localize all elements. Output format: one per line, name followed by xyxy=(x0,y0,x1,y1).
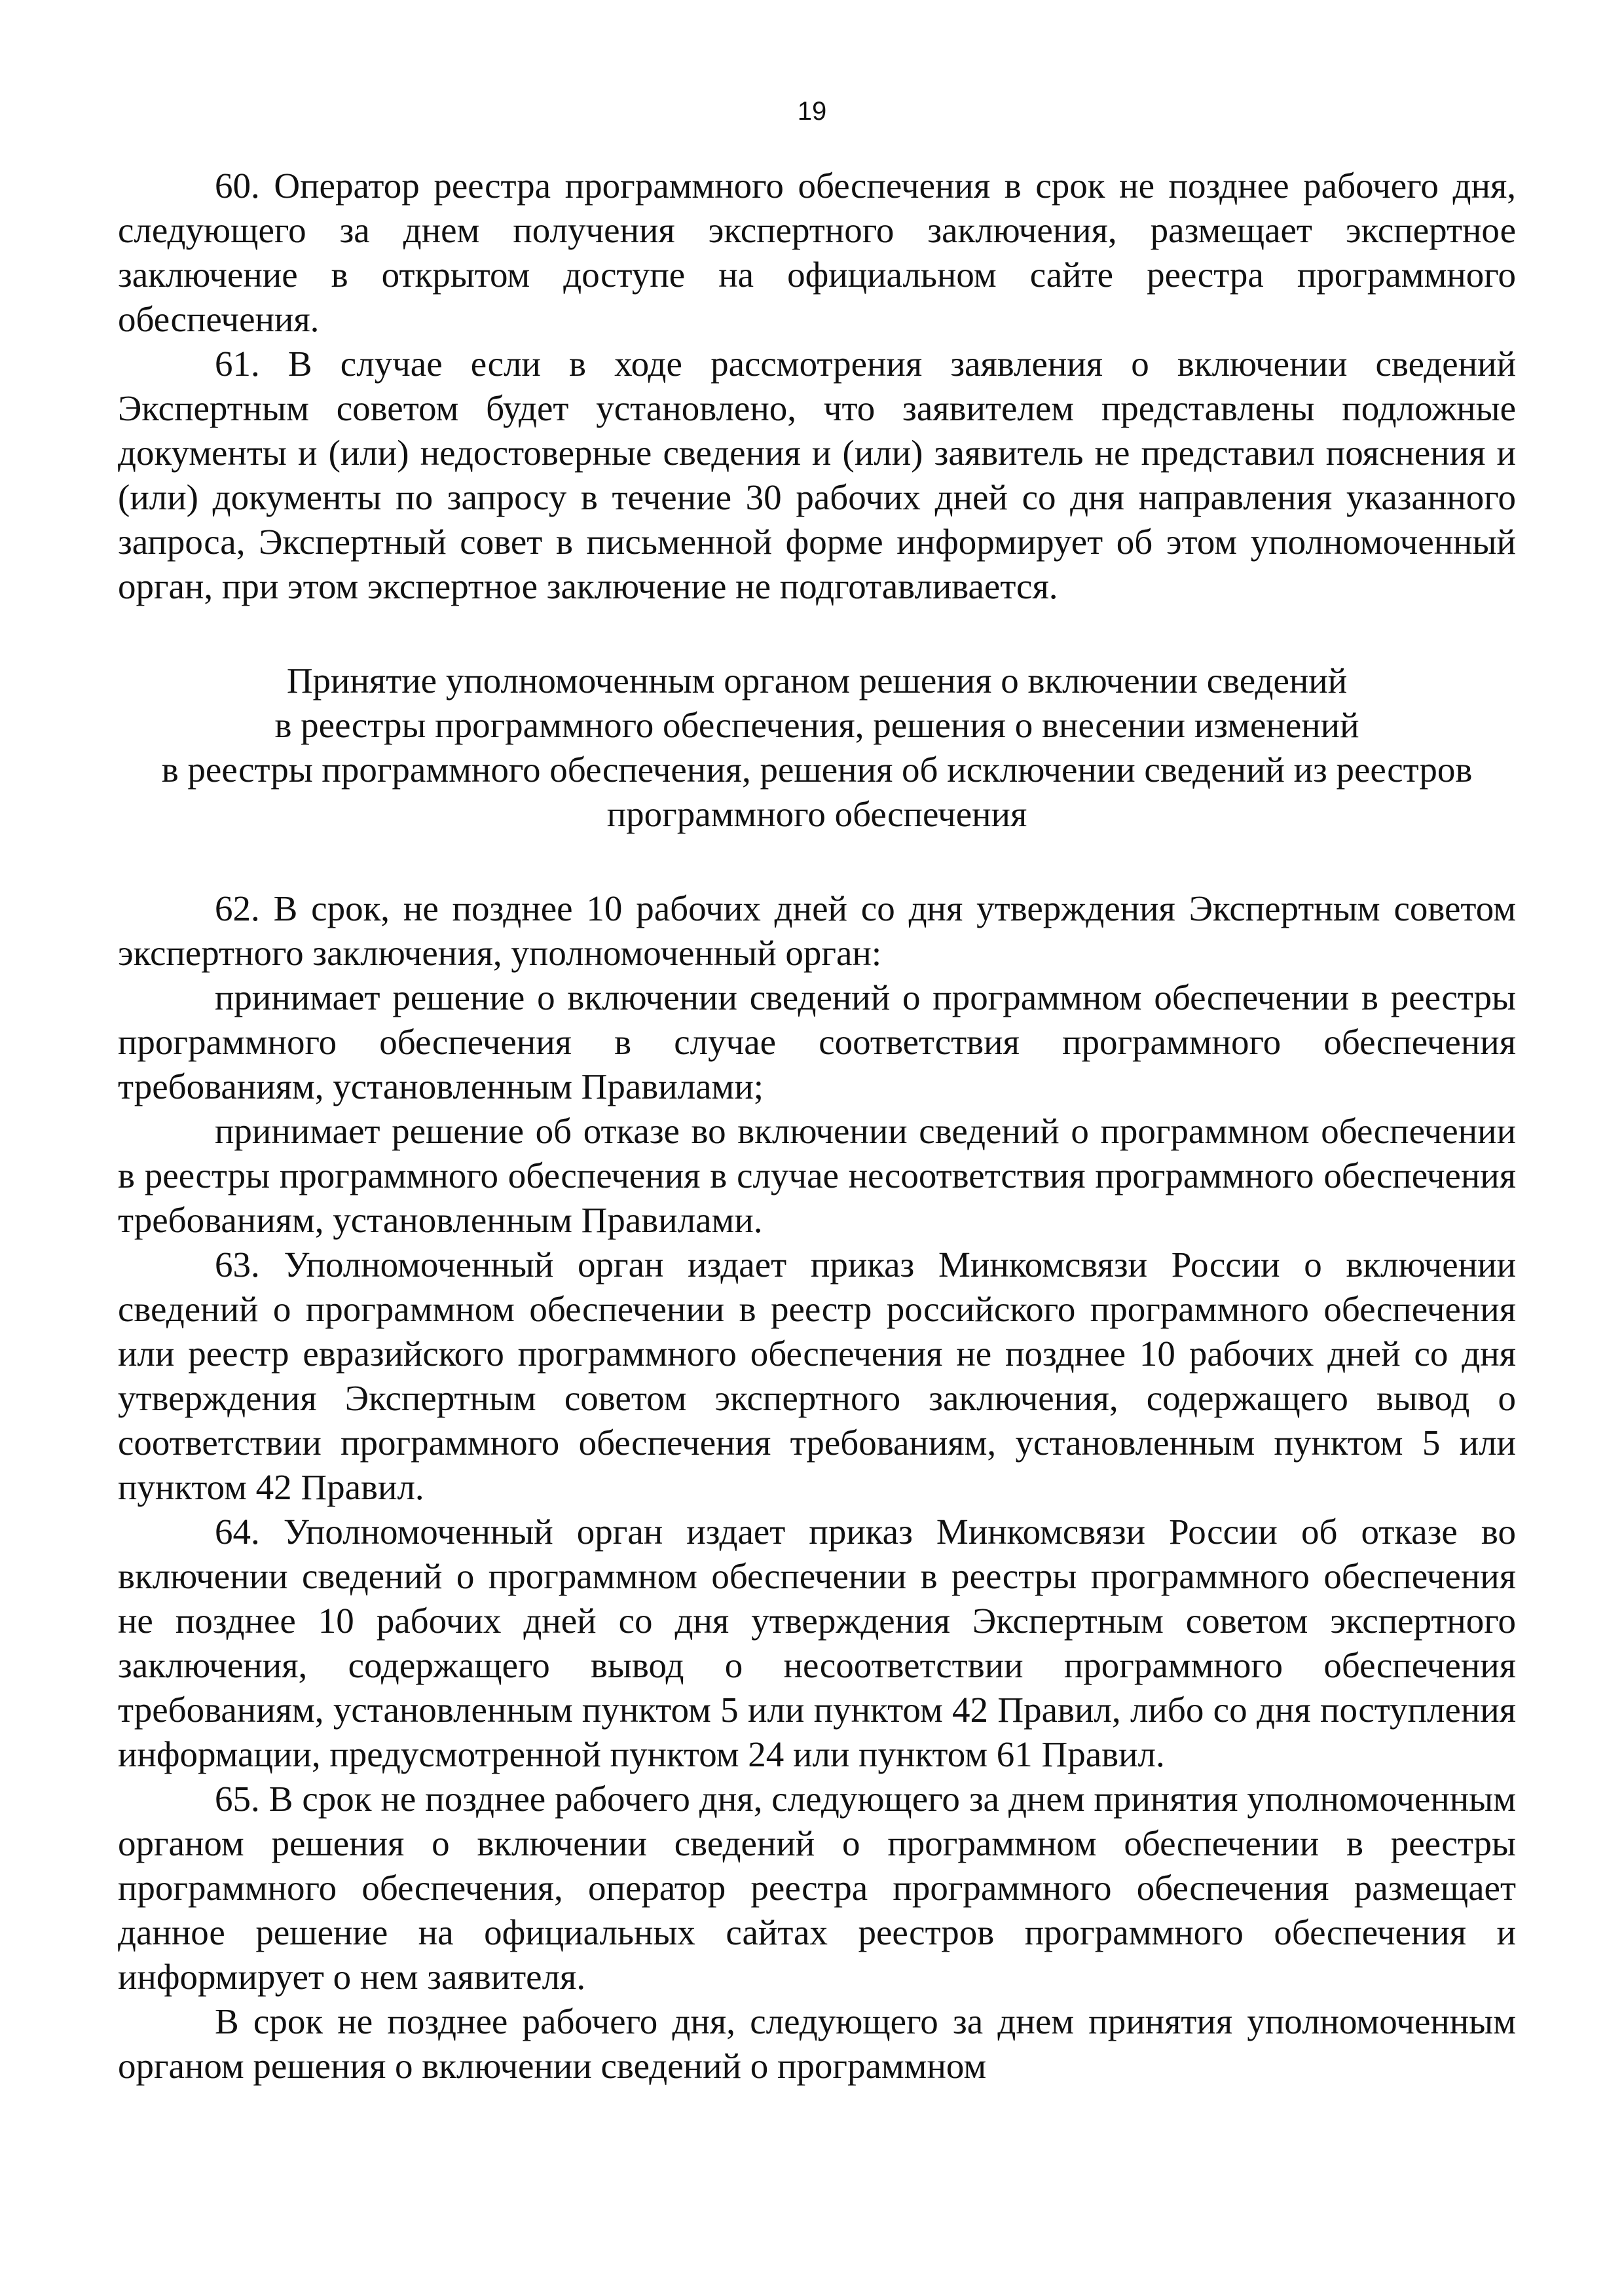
paragraph-62-item-1: принимает решение о включении сведений о программном обеспечении в реестры программного обеспечения в случае соответствия программного обеспечения требованиям, установленным Правилами; xyxy=(118,977,1516,1106)
paragraph-64: 64. Уполномоченный орган издает приказ Минкомсвязи России об отказе во включении сведений о программном обеспечении в реестры программного обеспечения не позднее 10 рабочих дней со дня утверждения Экспертным советом экспертного заключения, содержащего вывод о несоответствии программного обеспечения требованиям, установленным пунктом 5 или пунктом 42 Правил, либо со дня поступления информации, предусмотренной пунктом 24 или пунктом 61 Правил. xyxy=(118,1512,1516,1774)
paragraph-61: 61. В случае если в ходе рассмотрения заявления о включении сведений Экспертным советом будет установлено, что заявителем представлены подложные документы и (или) недостоверные сведения и (или) заявитель не представил пояснения и (или) документы по запросу в течение 30 рабочих дней со дня направления указанного запроса, Экспертный совет в письменной форме информирует об этом уполномоченный орган, при этом экспертное заключение не подготавливается. xyxy=(118,344,1516,606)
document-body xyxy=(118,164,1516,2088)
paragraph-62: 62. В срок, не позднее 10 рабочих дней со дня утверждения Экспертным советом экспертного заключения, уполномоченный орган: xyxy=(118,888,1516,973)
section-heading-line: в реестры программного обеспечения, решения об исключении сведений из реестров xyxy=(161,750,1473,790)
paragraph-63: 63. Уполномоченный орган издает приказ Минкомсвязи России о включении сведений о программном обеспечении в реестр российского программного обеспечения или реестр евразийского программного обеспечения не позднее 10 рабочих дней со дня утверждения Экспертным советом экспертного заключения, содержащего вывод о соответствии программного обеспечения требованиям, установленным пунктом 5 или пунктом 42 Правил. xyxy=(118,1245,1516,1507)
section-heading-line: Принятие уполномоченным органом решения о включении сведений xyxy=(286,661,1348,701)
paragraph-65: 65. В срок не позднее рабочего дня, следующего за днем принятия уполномоченным органом решения о включении сведений о программном обеспечении в реестры программного обеспечения, оператор реестра программного обеспечения размещает данное решение на официальных сайтах реестров программного обеспечения и информирует о нем заявителя. xyxy=(118,1779,1516,1997)
section-heading xyxy=(118,659,1516,837)
page-number: 19 xyxy=(797,97,827,126)
section-heading-line: в реестры программного обеспечения, решения о внесении изменений xyxy=(274,705,1359,745)
paragraph-62-item-2: принимает решение об отказе во включении сведений о программном обеспечении в реестры программного обеспечения в случае несоответствия программного обеспечения требованиям, установленным Правилами. xyxy=(118,1111,1516,1240)
paragraph-60: 60. Оператор реестра программного обеспечения в срок не позднее рабочего дня, следующего за днем получения экспертного заключения, размещает экспертное заключение в открытом доступе на официальном сайте реестра программного обеспечения. xyxy=(118,166,1516,339)
paragraph-65-continued: В срок не позднее рабочего дня, следующего за днем принятия уполномоченным органом решения о включении сведений о программном xyxy=(118,2001,1516,2086)
section-heading-line: программного обеспечения xyxy=(606,794,1027,834)
